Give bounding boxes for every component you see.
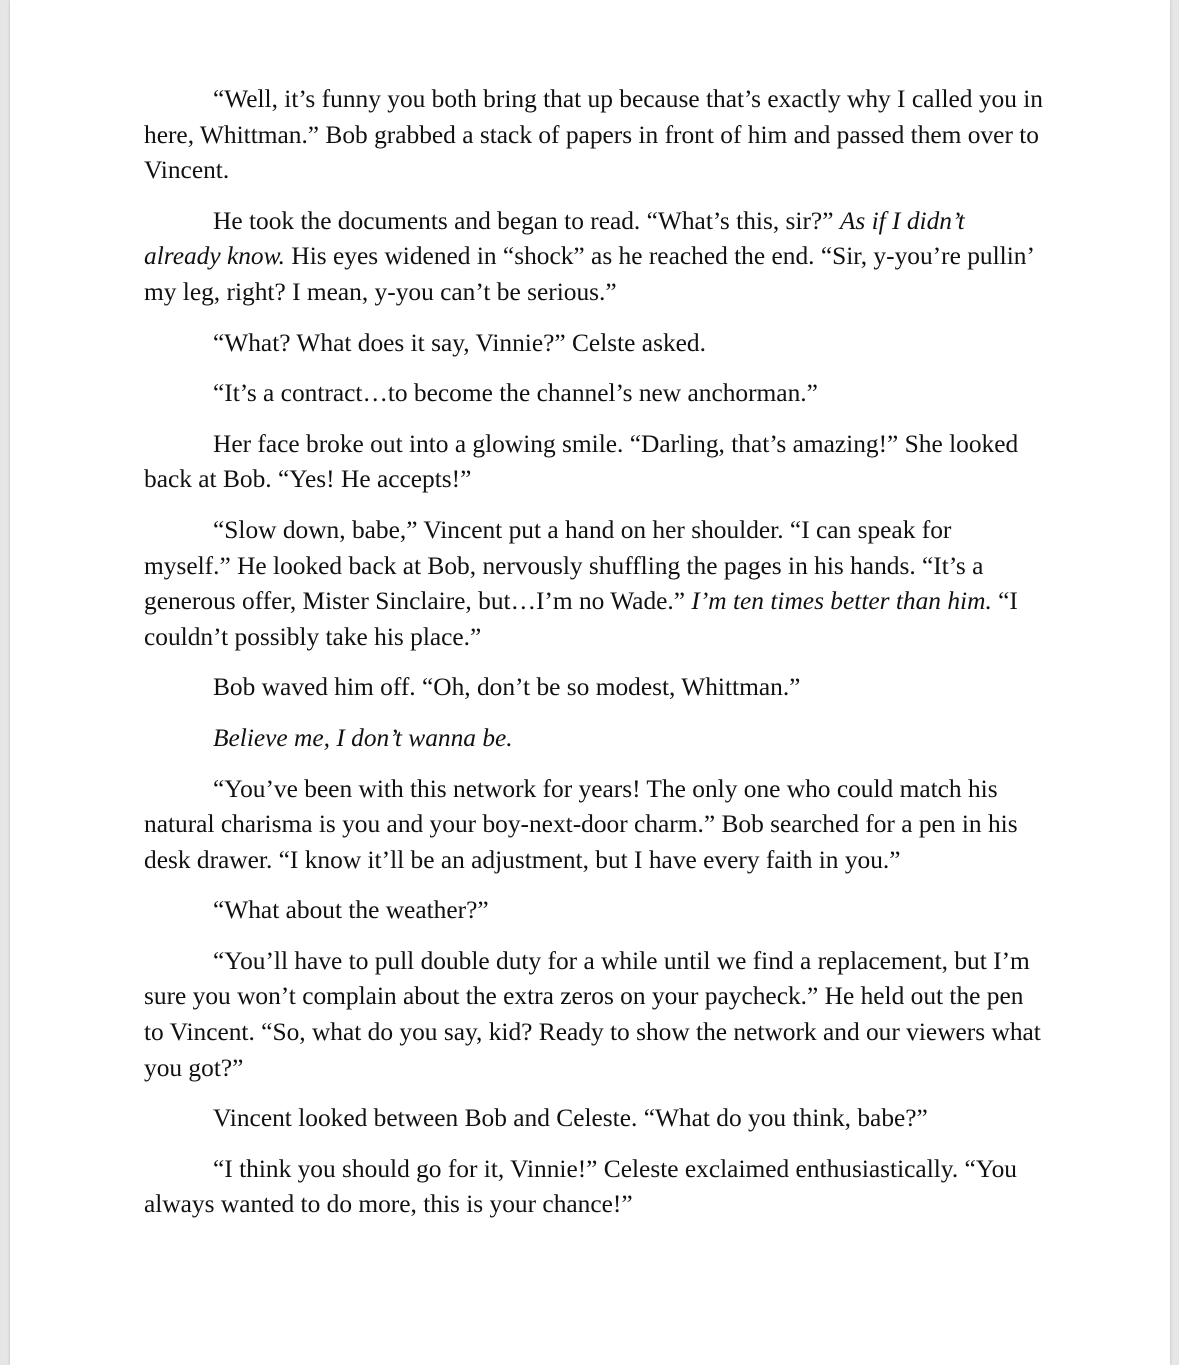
paragraph-text: “You’ve been with this network for years! The only one who could match his natural charisma is you and your boy-next-door charm.” Bob searched for a pen in his desk drawer. “I know it’ll be an adjustment, but I have every faith in you.” bbox=[144, 774, 1018, 874]
italic-thought-text: Believe me, I don’t wanna be. bbox=[213, 723, 513, 752]
paragraph-text: “You’ll have to pull double duty for a while until we find a replacement, but I’m sure you won’t complain about the extra zeros on your paycheck.” He held out the pen to Vincent. “So, what do you say, kid? Ready to show the network and our viewers what you got?” bbox=[144, 946, 1041, 1082]
paragraph bbox=[144, 1101, 1044, 1137]
paragraph-text: Bob waved him off. “Oh, don’t be so modest, Whittman.” bbox=[213, 673, 801, 702]
paragraph bbox=[144, 82, 1044, 189]
paragraph bbox=[144, 721, 1044, 757]
italic-thought-text: As if I didn’t already know. bbox=[144, 206, 965, 271]
paragraph bbox=[144, 670, 1044, 706]
document-body bbox=[144, 82, 1044, 1238]
paragraph-text: He took the documents and began to read. “What’s this, sir?” bbox=[213, 206, 840, 235]
document-page bbox=[10, 0, 1170, 1365]
paragraph-text: “I think you should go for it, Vinnie!” Celeste exclaimed enthusiastically. “You always wanted to do more, this is your chance!” bbox=[144, 1154, 1018, 1219]
paragraph bbox=[144, 204, 1044, 311]
paragraph bbox=[144, 326, 1044, 362]
italic-thought-text: I’m ten times better than him. bbox=[691, 587, 992, 616]
paragraph-text: Vincent looked between Bob and Celeste. “What do you think, babe?” bbox=[213, 1104, 928, 1133]
paragraph-text: “I couldn’t possibly take his place.” bbox=[144, 587, 1018, 651]
paragraph bbox=[144, 893, 1044, 929]
paragraph bbox=[144, 944, 1044, 1086]
paragraph bbox=[144, 427, 1044, 498]
paragraph-text: “What about the weather?” bbox=[213, 896, 489, 925]
paragraph bbox=[144, 513, 1044, 655]
paragraph-text: “It’s a contract…to become the channel’s new anchorman.” bbox=[213, 379, 818, 408]
paragraph bbox=[144, 1152, 1044, 1223]
paragraph-text: His eyes widened in “shock” as he reached the end. “Sir, y-you’re pullin’ my leg, right? I mean, y-you can’t be serious.” bbox=[144, 242, 1034, 306]
paragraph bbox=[144, 772, 1044, 879]
paragraph-text: “What? What does it say, Vinnie?” Celste asked. bbox=[213, 328, 706, 357]
paragraph bbox=[144, 376, 1044, 412]
paragraph-text: “Well, it’s funny you both bring that up because that’s exactly why I called you in here, Whittman.” Bob grabbed a stack of papers in front of him and passed them over to Vincent. bbox=[144, 85, 1044, 185]
paragraph-text: Her face broke out into a glowing smile. “Darling, that’s amazing!” She looked back at Bob. “Yes! He accepts!” bbox=[144, 429, 1019, 494]
paragraph-text: “Slow down, babe,” Vincent put a hand on her shoulder. “I can speak for myself.” He looked back at Bob, nervously shuffling the pages in his hands. “It’s a generous offer, Mister Sinclaire, but…I’m no Wade.” bbox=[144, 515, 984, 616]
